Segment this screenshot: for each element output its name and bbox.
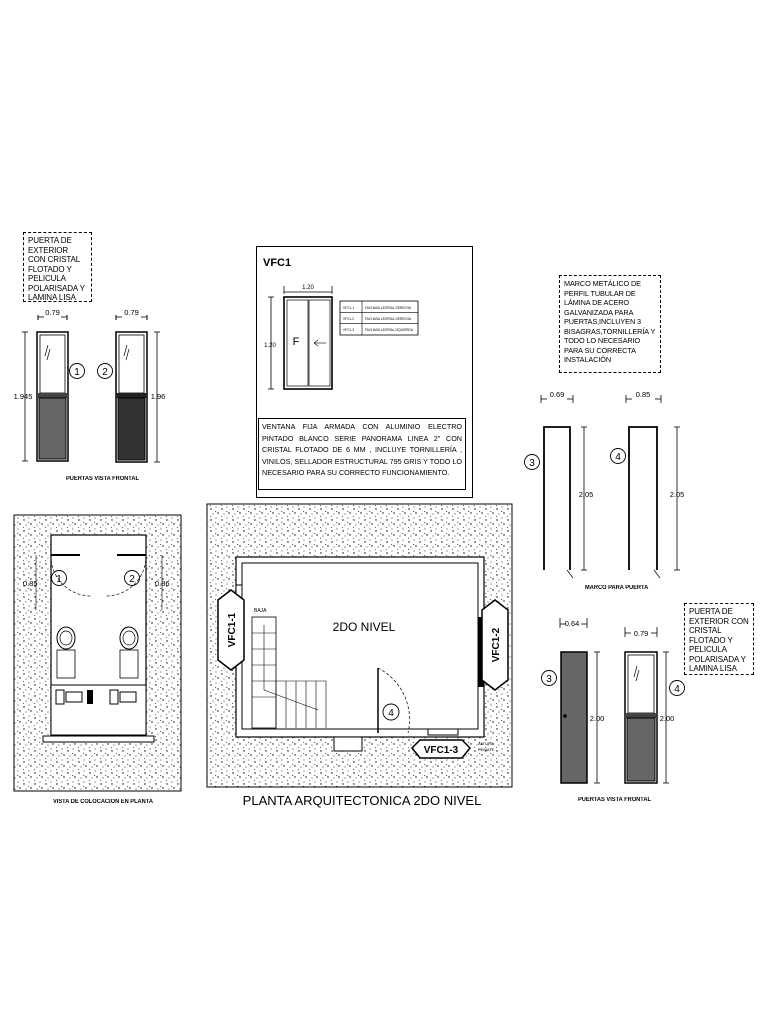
exterior-door-note-right: PUERTA DE EXTERIOR CON CRISTAL FLOTADO Y PELICULA POLARISADA Y LAMINA LISA — [684, 603, 754, 675]
door-front-4 — [625, 627, 685, 783]
tag-vfc1-3: VFC1-3 — [423, 745, 459, 756]
door-front-3 — [542, 618, 601, 783]
frame4-height: 2.05 — [669, 490, 685, 499]
door-front-1 — [22, 315, 85, 461]
door1-number: 1 — [74, 367, 80, 378]
door4-height: 2.00 — [659, 714, 675, 723]
door3-height: 2.00 — [589, 714, 605, 723]
door2-width: 0.79 — [124, 308, 139, 317]
plan-door-number: 4 — [388, 708, 394, 719]
frame3-width: 0.69 — [549, 390, 565, 399]
frames-caption: MARCO PARA PUERTA — [585, 585, 649, 591]
plan-door2-number: 2 — [129, 574, 135, 585]
left-doors-caption: PUERTAS VISTA FRONTAL — [66, 476, 139, 482]
window-description: VENTANA FIJA ARMADA CON ALUMINIO ELECTRO PINTADO BLANCO SERIE PANORAMA LINEA 2" CON CRISTAL FLOTADO DE 6 MM , INCLUYE TORNILLERÍA , VINILOS, SELLADOR ESTRUCTURAL 795 GRIS Y TODO LO NECESARIO PARA SU CORRECTO FUNCIONAMIENTO. — [258, 418, 466, 490]
door4-number: 4 — [674, 684, 680, 695]
floor-plan-title: PLANTA ARQUITECTONICA 2DO NIVEL — [242, 793, 482, 808]
right-doors-caption: PUERTAS VISTA FRONTAL — [578, 797, 651, 803]
schedule-code-3: VFC1-3 — [343, 328, 354, 332]
plan-door1-number: 1 — [56, 574, 62, 585]
metal-frame-note: MARCO METÁLICO DE PERFIL TUBULAR DE LÁMINA DE ACERO GALVANIZADA PARA PUERTAS,INCLUYEN 3 BISAGRAS,TORNILLERÍA Y TODO LO NECESARIO PARA SU CORRECTA INSTALACIÓN — [559, 275, 661, 373]
frame3-height: 2.05 — [578, 490, 594, 499]
window-height: 1.20 — [264, 343, 276, 349]
window-vfc1-drawing — [268, 286, 418, 389]
tag-vfc1-1: VFC1-1 — [227, 612, 238, 648]
door2-number: 2 — [102, 367, 108, 378]
door-front-2 — [98, 315, 161, 462]
stair-label: BAJA — [254, 608, 267, 614]
window-glass-letter: F — [292, 336, 300, 348]
frame4-width: 0.85 — [635, 390, 651, 399]
plan-door2-dim: 0.86 — [155, 579, 170, 588]
door3-number: 3 — [546, 674, 552, 685]
door3-width: 0.64 — [564, 619, 580, 628]
schedule-code-2: VFC1-2 — [343, 317, 354, 321]
plan-door1-dim: 0.85 — [23, 579, 38, 588]
plan-note-1: ALTURA — [478, 741, 494, 746]
floor-plan — [207, 504, 512, 787]
schedule-loc-2: FACHADA LATERAL DERECHA — [365, 317, 412, 321]
placement-plan — [14, 515, 181, 791]
door4-width: 0.79 — [633, 629, 649, 638]
schedule-loc-3: FACHADA LATERAL IZQUIERDA — [365, 328, 413, 332]
exterior-door-note-left: PUERTA DE EXTERIOR CON CRISTAL FLOTADO Y PELICULA POLARISADA Y LAMINA LISA — [23, 232, 92, 302]
window-width: 1.20 — [302, 285, 314, 291]
frame4-number: 4 — [615, 452, 621, 463]
door1-width: 0.79 — [45, 308, 60, 317]
door2-height: 1.96 — [150, 392, 166, 401]
plan-note-2: REMATE — [478, 747, 495, 752]
level-label: 2DO NIVEL — [332, 620, 396, 634]
frame3-number: 3 — [529, 458, 535, 469]
frame-3 — [525, 395, 588, 578]
schedule-loc-1: FACHADA LATERAL DERECHA — [365, 306, 412, 310]
schedule-code-1: VFC1-1 — [343, 306, 354, 310]
window-title: VFC1 — [263, 257, 292, 269]
tag-vfc1-2: VFC1-2 — [491, 627, 502, 663]
door1-height: 1.945 — [13, 392, 33, 401]
placement-plan-caption: VISTA DE COLOCACION EN PLANTA — [53, 799, 153, 805]
frame-4 — [611, 395, 681, 578]
